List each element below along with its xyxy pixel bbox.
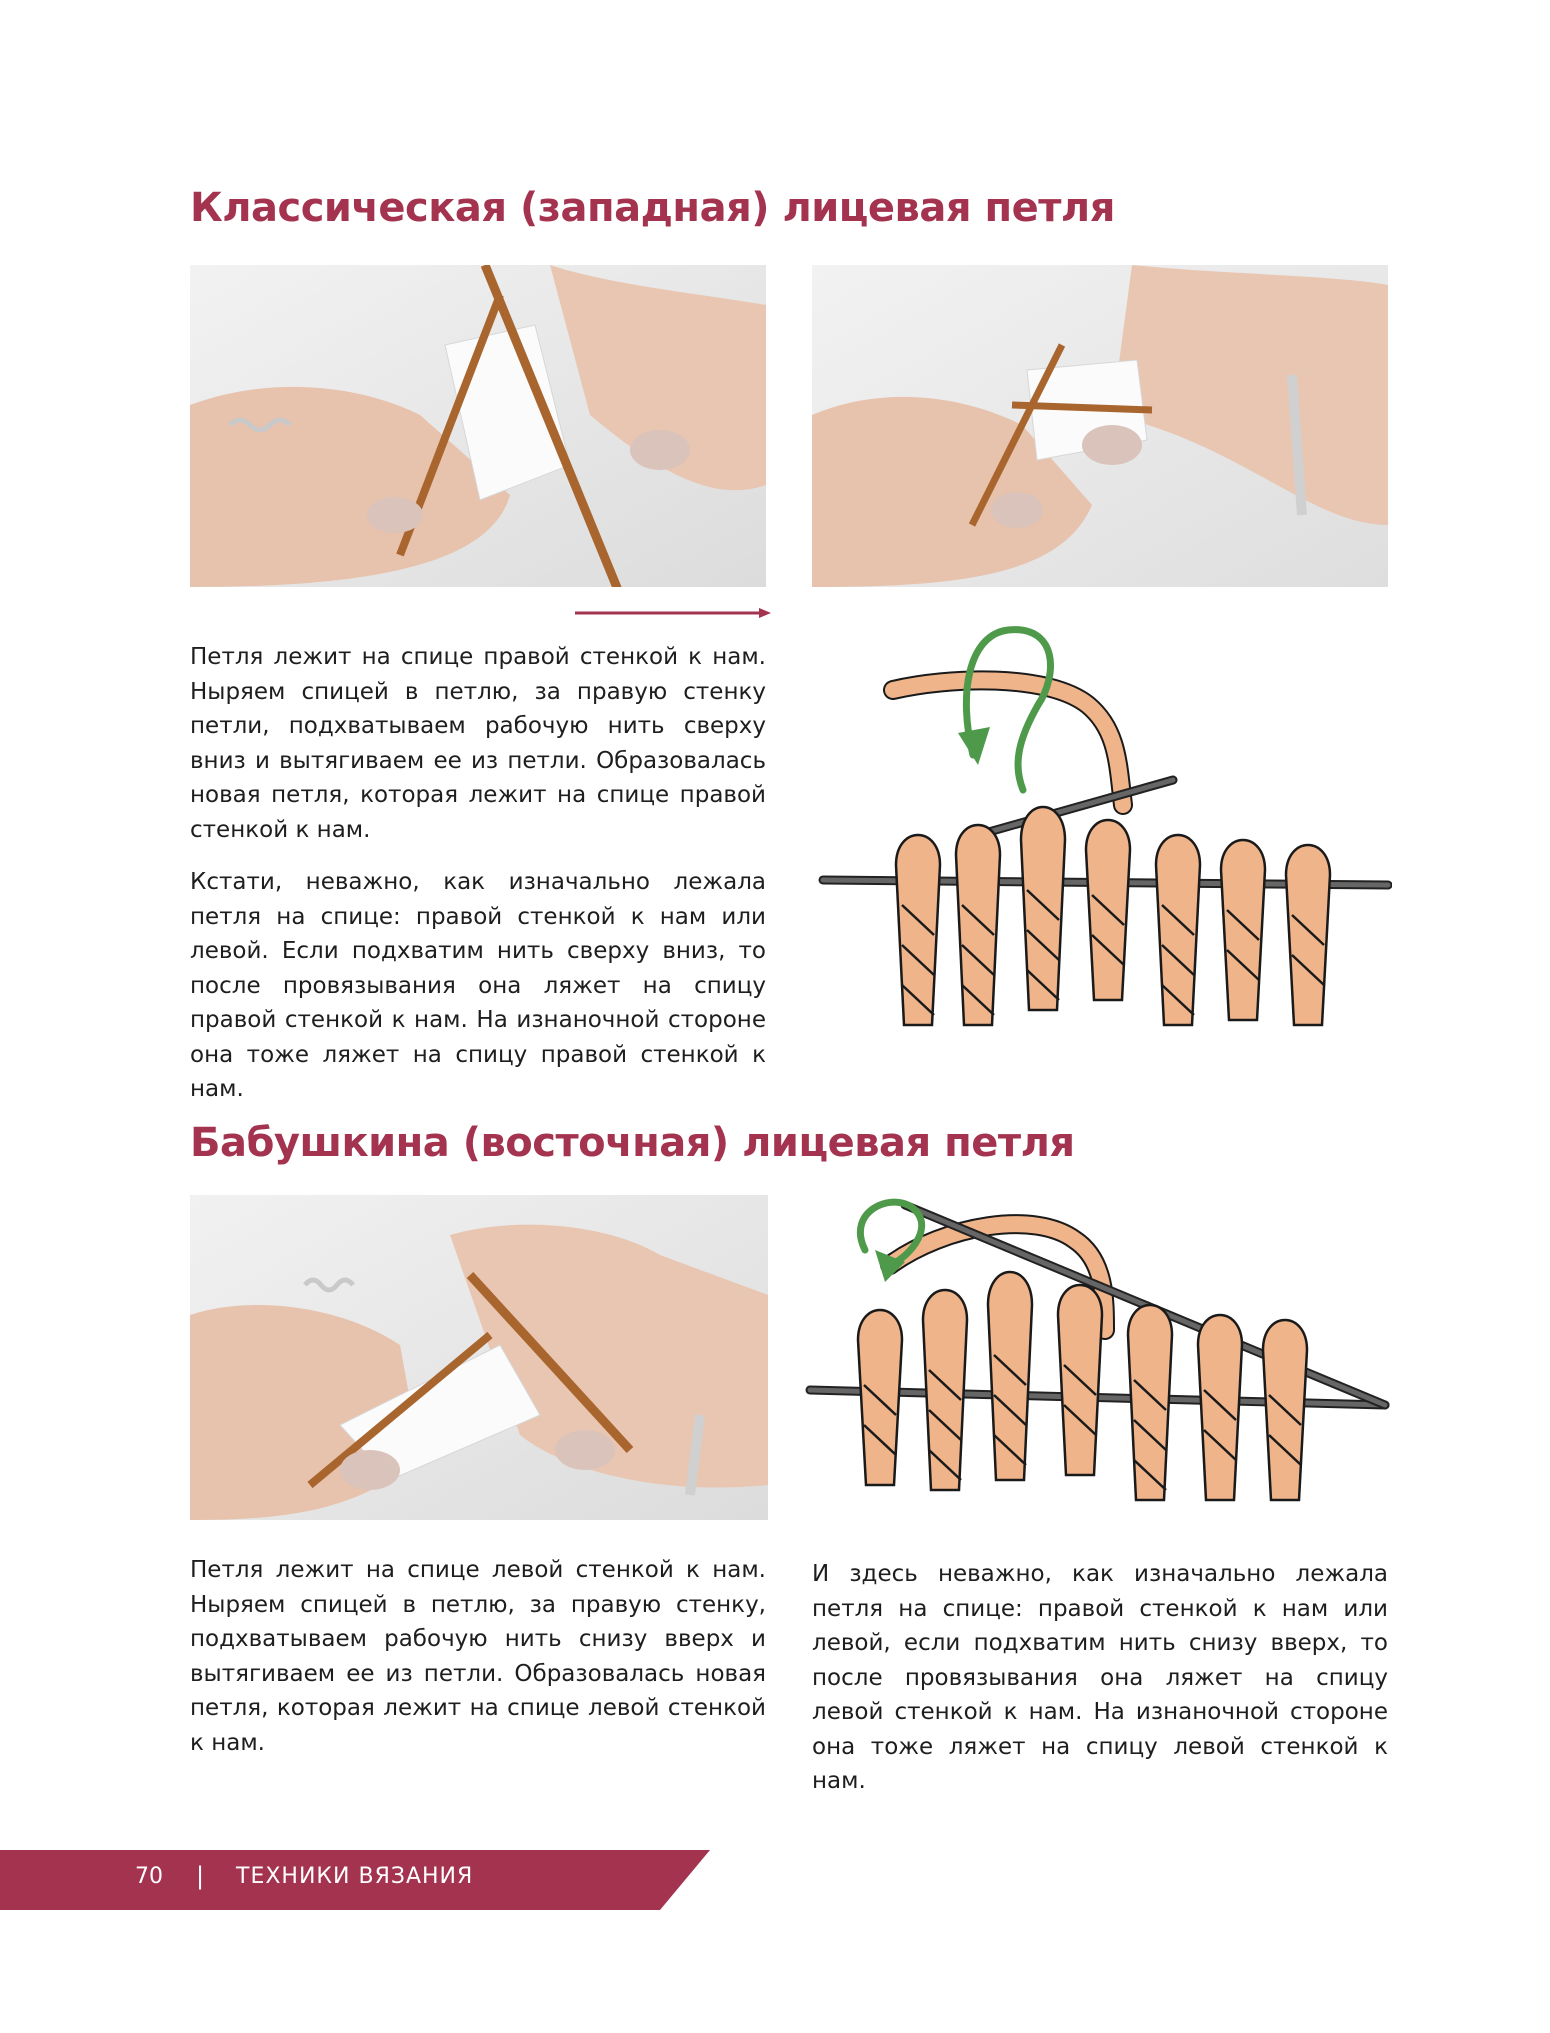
diagram-eastern-knit [805,1190,1390,1530]
section2-paragraph1: Петля лежит на спице левой стенкой к нам. Ныряем спицей в петлю, за правую стенку, подхватываем рабочую нить снизу вверх и вытягиваем ее из петли. Образовалась новая петля, которая лежит на спице левой стенкой к нам. [190,1557,766,1756]
photo-classic-knit-step2 [812,265,1388,587]
right-arrow-icon [575,607,771,619]
section1-paragraph2: Кстати, неважно, как изначально лежала петля на спице: правой стенкой к нам или левой. Если подхватим нить сверху вниз, то после провязывания она ляжет на спицу правой стенкой к нам. На изнаночной стороне она тоже ляжет на спицу правой стенкой к нам. [190,869,766,1102]
footer-separator: | [196,1862,205,1890]
diagram-classic-knit [818,615,1392,1075]
photo-eastern-knit [190,1195,768,1520]
section2-title: Бабушкина (восточная) лицевая петля [190,1120,1075,1166]
section1-paragraph1: Петля лежит на спице правой стенкой к нам. Ныряем спицей в петлю, за правую стенку петли, подхватываем рабочую нить сверху вниз и вытягиваем ее из петли. Образовалась новая петля, которая лежит на спице правой стенкой к нам. [190,644,766,843]
page-number: 70 [135,1864,163,1889]
curved-green-arrow-icon [860,1202,921,1282]
footer-banner [0,1850,710,1910]
section2-paragraph2: И здесь неважно, как изначально лежала петля на спице: правой стенкой к нам или левой, если подхватим нить снизу вверх, то после провязывания она ляжет на спицу левой стенкой к нам. На изнаночной стороне она тоже ляжет на спицу левой стенкой к нам. [812,1561,1388,1794]
photo-classic-knit-step1 [190,265,766,587]
section1-title: Классическая (западная) лицевая петля [190,185,1115,231]
curved-green-arrow-icon [958,630,1050,790]
footer-section-title: ТЕХНИКИ ВЯЗАНИЯ [236,1864,474,1889]
